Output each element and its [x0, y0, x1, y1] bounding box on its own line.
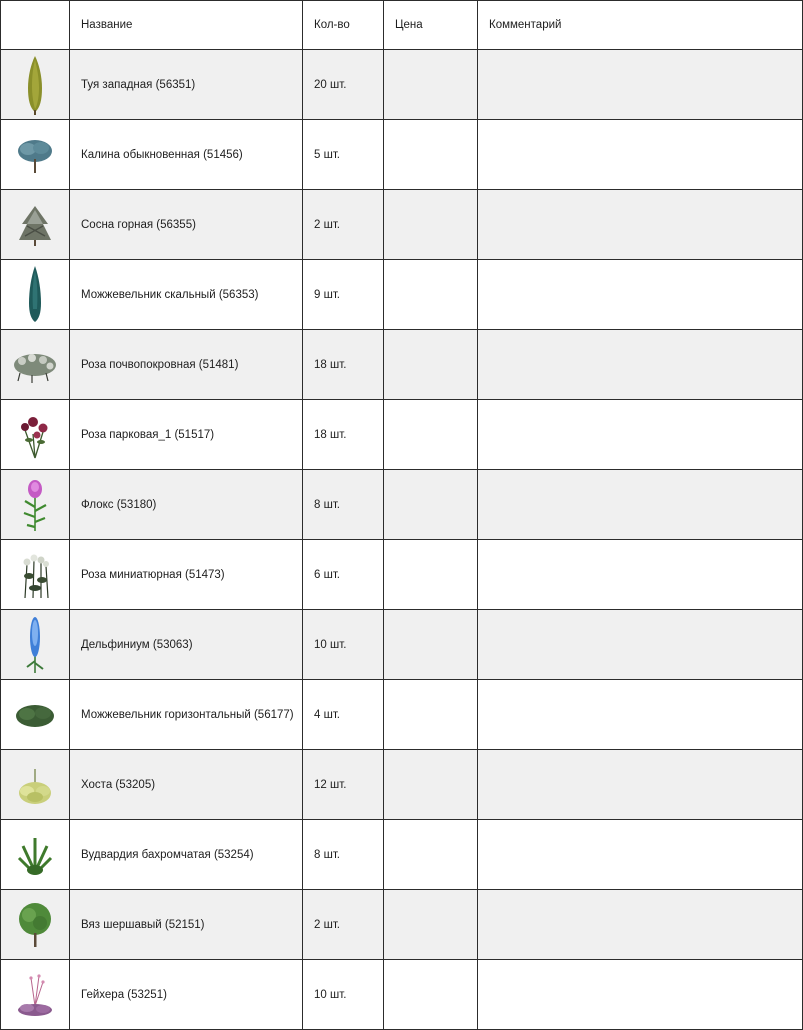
plant-price-cell: [384, 750, 478, 820]
viburnum-icon: [1, 135, 69, 175]
plant-comment-cell: [478, 890, 803, 960]
plant-image-cell: [1, 610, 70, 680]
plant-price-cell: [384, 50, 478, 120]
plant-comment-cell: [478, 260, 803, 330]
plant-qty-cell: 12 шт.: [303, 750, 384, 820]
plant-image-cell: [1, 890, 70, 960]
plant-name-cell: Вудвардия бахромчатая (53254): [70, 820, 303, 890]
woodwardia-fern-icon: [1, 832, 69, 878]
creeping-juniper-icon: [1, 698, 69, 732]
table-row: [1, 960, 803, 1030]
delphinium-icon: [1, 615, 69, 675]
heuchera-icon: [1, 972, 69, 1018]
table-row: [1, 610, 803, 680]
plant-price-cell: [384, 680, 478, 750]
plant-comment-cell: [478, 540, 803, 610]
plant-qty-cell: 10 шт.: [303, 610, 384, 680]
plant-image-cell: [1, 470, 70, 540]
plant-name-cell: Дельфиниум (53063): [70, 610, 303, 680]
table-row: [1, 400, 803, 470]
plant-qty-cell: 4 шт.: [303, 680, 384, 750]
table-row: [1, 750, 803, 820]
plant-name-cell: Можжевельник скальный (56353): [70, 260, 303, 330]
plant-price-cell: [384, 890, 478, 960]
table-row: [1, 470, 803, 540]
table-row: [1, 190, 803, 260]
plant-qty-cell: 2 шт.: [303, 190, 384, 260]
hosta-icon: [1, 763, 69, 807]
header-name: Название: [70, 1, 303, 50]
plant-qty-cell: 10 шт.: [303, 960, 384, 1030]
plant-name-cell: Флокс (53180): [70, 470, 303, 540]
plant-qty-cell: 8 шт.: [303, 470, 384, 540]
header-comment: Комментарий: [478, 1, 803, 50]
plant-price-cell: [384, 330, 478, 400]
plant-name-cell: Хоста (53205): [70, 750, 303, 820]
plant-comment-cell: [478, 470, 803, 540]
plant-name-cell: Туя западная (56351): [70, 50, 303, 120]
header-qty: Кол-во: [303, 1, 384, 50]
plant-price-cell: [384, 470, 478, 540]
plant-image-cell: [1, 50, 70, 120]
plant-qty-cell: 18 шт.: [303, 400, 384, 470]
plant-qty-cell: 2 шт.: [303, 890, 384, 960]
groundcover-rose-icon: [1, 345, 69, 385]
table-row: [1, 330, 803, 400]
plant-image-cell: [1, 820, 70, 890]
plant-price-cell: [384, 960, 478, 1030]
table-header-row: [1, 1, 803, 50]
plant-image-cell: [1, 400, 70, 470]
plant-image-cell: [1, 330, 70, 400]
plant-comment-cell: [478, 820, 803, 890]
park-rose-icon: [1, 410, 69, 460]
plant-name-cell: Роза парковая_1 (51517): [70, 400, 303, 470]
plant-image-cell: [1, 960, 70, 1030]
table-row: [1, 820, 803, 890]
mountain-pine-icon: [1, 202, 69, 248]
plant-comment-cell: [478, 190, 803, 260]
plant-name-cell: Роза миниатюрная (51473): [70, 540, 303, 610]
table-row: [1, 540, 803, 610]
table-row: [1, 50, 803, 120]
plant-name-cell: Сосна горная (56355): [70, 190, 303, 260]
table-row: [1, 260, 803, 330]
plant-name-cell: Гейхера (53251): [70, 960, 303, 1030]
plant-price-cell: [384, 190, 478, 260]
plant-qty-cell: 6 шт.: [303, 540, 384, 610]
plant-image-cell: [1, 680, 70, 750]
plant-comment-cell: [478, 330, 803, 400]
plant-comment-cell: [478, 50, 803, 120]
plant-price-cell: [384, 540, 478, 610]
plant-comment-cell: [478, 960, 803, 1030]
plant-comment-cell: [478, 120, 803, 190]
phlox-icon: [1, 477, 69, 533]
rocky-juniper-icon: [1, 265, 69, 325]
thuja-icon: [1, 54, 69, 116]
plant-image-cell: [1, 540, 70, 610]
plant-comment-cell: [478, 750, 803, 820]
plant-qty-cell: 8 шт.: [303, 820, 384, 890]
plant-comment-cell: [478, 610, 803, 680]
miniature-rose-icon: [1, 550, 69, 600]
plant-qty-cell: 18 шт.: [303, 330, 384, 400]
plant-price-cell: [384, 260, 478, 330]
plant-name-cell: Можжевельник горизонтальный (56177): [70, 680, 303, 750]
elm-tree-icon: [1, 901, 69, 949]
plant-image-cell: [1, 120, 70, 190]
plant-price-cell: [384, 400, 478, 470]
plant-qty-cell: 9 шт.: [303, 260, 384, 330]
plant-comment-cell: [478, 400, 803, 470]
plant-name-cell: Калина обыкновенная (51456): [70, 120, 303, 190]
table-row: [1, 120, 803, 190]
plant-price-cell: [384, 820, 478, 890]
plant-image-cell: [1, 260, 70, 330]
plant-price-cell: [384, 610, 478, 680]
plant-price-cell: [384, 120, 478, 190]
table-row: [1, 890, 803, 960]
header-image: [1, 1, 70, 50]
plant-qty-cell: 20 шт.: [303, 50, 384, 120]
header-price: Цена: [384, 1, 478, 50]
plant-qty-cell: 5 шт.: [303, 120, 384, 190]
plant-name-cell: Вяз шершавый (52151): [70, 890, 303, 960]
plant-comment-cell: [478, 680, 803, 750]
plant-name-cell: Роза почвопокровная (51481): [70, 330, 303, 400]
table-row: [1, 680, 803, 750]
plant-image-cell: [1, 750, 70, 820]
plant-image-cell: [1, 190, 70, 260]
